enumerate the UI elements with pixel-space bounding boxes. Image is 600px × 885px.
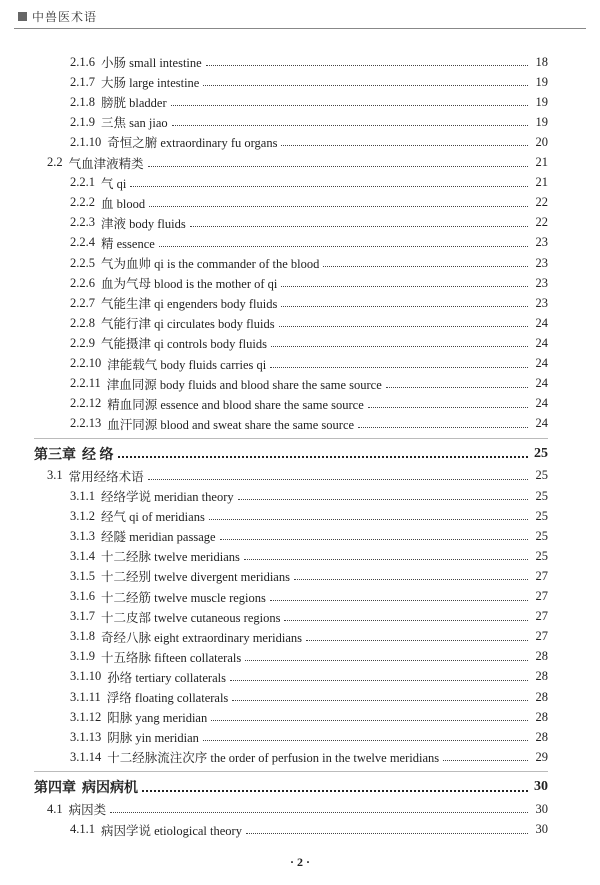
toc-entry-label: 奇经八脉 eight extraordinary meridians (101, 630, 302, 645)
toc-entry-number: 第四章 (34, 781, 76, 797)
toc-subsection-entry[interactable] (0, 747, 548, 767)
toc-entry-label: 病因类 (68, 803, 107, 818)
toc-entry-number: 2.2.13 (70, 416, 102, 431)
toc-entry-number: 3.1.4 (70, 548, 95, 563)
toc-entry-number: 4.1 (47, 801, 63, 816)
toc-entry-number: 2.2.6 (70, 275, 95, 290)
toc-entry-label: 十二经脉 twelve meridians (101, 550, 240, 565)
toc-entry-page: 23 (535, 255, 548, 270)
toc-subsection-entry[interactable] (0, 667, 548, 687)
toc-entry-page: 23 (535, 235, 548, 250)
toc-entry-page: 30 (535, 822, 548, 836)
toc-subsection-entry[interactable] (0, 820, 548, 840)
toc-entry-label: 经气 qi of meridians (101, 510, 205, 525)
toc-entry-page: 27 (535, 568, 548, 583)
toc-entry-number: 2.2.1 (70, 175, 95, 190)
toc-entry-page: 25 (534, 445, 548, 461)
toc-entry-number: 2.1.7 (70, 74, 95, 89)
toc-dot-leader (220, 538, 528, 540)
toc-entry-number: 2.2.7 (70, 295, 95, 310)
toc-entry-number: 4.1.1 (70, 822, 95, 836)
chapter-divider (34, 771, 548, 773)
toc-entry-number: 3.1 (47, 468, 63, 483)
toc-subsection-entry[interactable] (0, 526, 548, 546)
page-number: · 2 · (289, 855, 310, 869)
toc-entry-page: 24 (535, 315, 548, 330)
toc-entry-page: 21 (535, 175, 548, 190)
toc-entry-number: 2.1.9 (70, 114, 95, 129)
toc-subsection-entry[interactable] (0, 506, 548, 526)
toc-entry-number: 3.1.5 (70, 568, 95, 583)
toc-entry-page: 25 (535, 488, 548, 503)
toc-dot-leader (279, 325, 528, 327)
toc-dot-leader (118, 455, 529, 458)
toc-entry-label: 孙络 tertiary collaterals (107, 670, 226, 685)
toc-entry-page: 24 (535, 376, 548, 391)
toc-dot-leader (443, 759, 528, 761)
toc-entry-number: 2.2.11 (70, 376, 101, 391)
toc-entry-page: 28 (535, 689, 548, 704)
toc-entry-label: 奇恒之腑 extraordinary fu organs (107, 136, 278, 151)
toc-entry-label: 血为气母 blood is the mother of qi (101, 277, 278, 292)
toc-entry-label: 十二皮部 twelve cutaneous regions (101, 610, 281, 625)
toc-entry-page: 24 (535, 335, 548, 350)
toc-entry-number: 2.2.3 (70, 215, 95, 230)
toc-entry-label: 气能生津 qi engenders body fluids (101, 297, 278, 312)
toc-dot-leader (209, 518, 528, 520)
toc-entry-page: 28 (535, 649, 548, 664)
toc-subsection-entry[interactable] (0, 486, 548, 506)
toc-entry-number: 3.1.14 (70, 749, 102, 764)
toc-entry-number: 3.1.6 (70, 589, 95, 603)
toc-entry-label: 病因病机 (82, 781, 138, 797)
toc-entry-number: 3.1.8 (70, 629, 95, 644)
toc-entry-page: 30 (534, 779, 548, 795)
header-title: 中兽医术语 (32, 10, 98, 24)
toc-subsection-entry[interactable] (0, 566, 548, 586)
toc-entry-number: 2.2.2 (70, 195, 95, 210)
toc-entry-label: 气能行津 qi circulates body fluids (101, 317, 275, 332)
toc-dot-leader (206, 64, 528, 66)
toc-section-entry[interactable] (0, 153, 548, 173)
toc-entry-number: 2.2.5 (70, 255, 95, 270)
toc-dot-leader (358, 426, 528, 428)
toc-section-entry[interactable] (0, 799, 548, 819)
toc-dot-leader (149, 205, 528, 207)
toc-entry-number: 3.1.3 (70, 528, 95, 543)
toc-entry-page: 25 (535, 548, 548, 563)
toc-subsection-entry[interactable] (0, 607, 548, 627)
toc-entry-label: 气 qi (101, 176, 127, 191)
toc-entry-label: 十五络脉 fifteen collaterals (101, 650, 242, 665)
toc-entry-number: 2.2.9 (70, 335, 95, 350)
toc-dot-leader (306, 639, 528, 641)
toc-entry-label: 小肠 small intestine (101, 56, 202, 70)
toc-dot-leader (270, 366, 528, 368)
toc-dot-leader (238, 498, 528, 500)
toc-dot-leader (203, 84, 528, 86)
toc-entry-page: 20 (535, 134, 548, 149)
toc-entry-label: 血汗同源 blood and sweat share the same source (107, 417, 355, 432)
toc-entry-number: 3.1.7 (70, 609, 95, 624)
toc-subsection-entry[interactable] (0, 727, 548, 747)
toc-chapter-entry[interactable] (0, 777, 548, 797)
toc-subsection-entry[interactable] (0, 92, 548, 112)
toc-dot-leader (211, 719, 528, 721)
toc-subsection-entry[interactable] (0, 293, 548, 313)
toc-entry-number: 2.2.8 (70, 315, 95, 330)
toc-dot-leader (148, 165, 528, 167)
toc-subsection-entry[interactable] (0, 374, 548, 394)
toc-entry-page: 28 (535, 709, 548, 724)
toc-entry-label: 浮络 floating collaterals (106, 691, 229, 705)
toc-subsection-entry[interactable] (0, 132, 548, 152)
toc-entry-label: 经络学说 meridian theory (101, 490, 234, 504)
toc-entry-number: 3.1.13 (70, 729, 102, 744)
toc-dot-leader (386, 386, 528, 388)
toc-entry-number: 3.1.12 (70, 709, 102, 724)
toc-dot-leader (110, 811, 528, 813)
toc-entry-number: 第三章 (34, 447, 76, 463)
toc-chapter-entry[interactable] (0, 444, 548, 464)
toc-dot-leader (270, 599, 528, 601)
toc-subsection-entry[interactable] (0, 253, 548, 273)
toc-subsection-entry[interactable] (0, 313, 548, 333)
toc-entry-label: 津能载气 body fluids carries qi (107, 357, 267, 372)
toc-subsection-entry[interactable] (0, 414, 548, 434)
toc-subsection-entry[interactable] (0, 647, 548, 667)
toc-entry-number: 3.1.9 (70, 649, 95, 664)
toc-entry-page: 22 (535, 215, 548, 230)
toc-entry-number: 3.1.10 (70, 669, 102, 684)
toc-subsection-entry[interactable] (0, 394, 548, 414)
toc-entry-label: 十二经脉流注次序 the order of perfusion in the twelve meridians (107, 751, 440, 766)
toc-entry-label: 经隧 meridian passage (101, 530, 216, 545)
toc-entry-label: 津液 body fluids (101, 216, 186, 231)
toc-entry-label: 气血津液精类 (68, 156, 144, 171)
toc-entry-page: 27 (535, 609, 548, 624)
toc-subsection-entry[interactable] (0, 52, 548, 72)
toc-entry-label: 十二经筋 twelve muscle regions (101, 590, 266, 605)
toc-entry-label: 常用经络术语 (68, 469, 144, 484)
toc-entry-label: 病因学说 etiological theory (101, 823, 242, 838)
toc-entry-number: 2.1.6 (70, 54, 95, 69)
toc-dot-leader (230, 679, 528, 681)
toc-dot-leader (171, 104, 528, 106)
toc-entry-page: 24 (535, 416, 548, 431)
toc-entry-label: 精血同源 essence and blood share the same source (107, 397, 364, 412)
toc-dot-leader (232, 699, 528, 701)
toc-entry-label: 血 blood (101, 196, 146, 211)
toc-entry-page: 25 (535, 508, 548, 523)
toc-dot-leader (148, 478, 528, 480)
toc-subsection-entry[interactable] (0, 546, 548, 566)
toc-entry-label: 十二经别 twelve divergent meridians (101, 570, 290, 585)
toc-entry-number: 2.2.4 (70, 235, 95, 250)
toc-entry-number: 3.1.11 (70, 689, 101, 704)
toc-entry-label: 精 essence (101, 236, 155, 251)
toc-dot-leader (190, 225, 528, 227)
toc-subsection-entry[interactable] (0, 627, 548, 647)
toc-entry-page: 28 (535, 669, 548, 684)
toc-subsection-entry[interactable] (0, 587, 548, 607)
toc-subsection-entry[interactable] (0, 213, 548, 233)
toc-section-entry[interactable] (0, 466, 548, 486)
toc-dot-leader (130, 185, 528, 187)
toc-entry-number: 2.1.10 (70, 134, 102, 149)
toc-entry-page: 29 (535, 749, 548, 764)
toc-entry-page: 24 (535, 356, 548, 370)
toc-entry-page: 23 (535, 295, 548, 310)
toc-entry-page: 30 (535, 801, 548, 816)
toc-dot-leader (142, 789, 528, 792)
toc-entry-page: 21 (535, 155, 548, 169)
toc-dot-leader (271, 345, 528, 347)
toc-subsection-entry[interactable] (0, 354, 548, 374)
toc-entry-page: 25 (535, 528, 548, 543)
toc-entry-label: 阴脉 yin meridian (107, 731, 199, 746)
toc-subsection-entry[interactable] (0, 72, 548, 92)
toc-dot-leader (323, 265, 528, 267)
toc-entry-label: 经 络 (82, 447, 114, 463)
toc-entry-page: 27 (535, 589, 548, 603)
toc-subsection-entry[interactable] (0, 233, 548, 253)
toc-entry-number: 2.1.8 (70, 94, 95, 109)
toc-entry-label: 膀胱 bladder (101, 96, 167, 111)
toc-subsection-entry[interactable] (0, 193, 548, 213)
toc-entry-page: 19 (535, 114, 548, 129)
toc-dot-leader (159, 245, 528, 247)
toc-dot-leader (281, 305, 528, 307)
toc-entry-label: 三焦 san jiao (101, 116, 168, 131)
toc-dot-leader (368, 406, 528, 408)
toc-entry-page: 18 (535, 54, 548, 69)
toc-dot-leader (203, 739, 528, 741)
toc-entry-page: 19 (535, 94, 548, 109)
toc-entry-page: 27 (535, 629, 548, 644)
toc-entry-number: 3.1.1 (70, 488, 95, 503)
toc-entry-number: 2.2.12 (70, 396, 102, 411)
toc-subsection-entry[interactable] (0, 173, 548, 193)
toc-entry-page: 22 (535, 195, 548, 210)
toc-entry-label: 气为血帅 qi is the commander of the blood (101, 257, 320, 271)
toc-entry-page: 23 (535, 275, 548, 290)
toc-entry-number: 3.1.2 (70, 508, 95, 523)
toc-entry-label: 阳脉 yang meridian (107, 711, 208, 726)
toc-entry-label: 气能摄津 qi controls body fluids (101, 337, 267, 352)
toc-dot-leader (245, 659, 528, 661)
toc-entry-page: 24 (535, 396, 548, 411)
toc-entry-page: 28 (535, 729, 548, 744)
toc-dot-leader (281, 285, 528, 287)
toc-subsection-entry[interactable] (0, 273, 548, 293)
toc-entry-page: 25 (535, 468, 548, 483)
toc-entry-label: 津血同源 body fluids and blood share the same source (106, 377, 382, 392)
toc-dot-leader (244, 558, 528, 560)
toc-dot-leader (284, 619, 528, 621)
toc-subsection-entry[interactable] (0, 333, 548, 353)
toc-entry-number: 2.2 (47, 155, 63, 169)
toc-entry-number: 2.2.10 (70, 356, 102, 370)
toc-subsection-entry[interactable] (0, 707, 548, 727)
toc-subsection-entry[interactable] (0, 112, 548, 132)
toc-dot-leader (246, 832, 528, 834)
toc-entry-label: 大肠 large intestine (101, 76, 200, 91)
toc-dot-leader (294, 578, 528, 580)
chapter-divider (34, 438, 548, 440)
toc-subsection-entry[interactable] (0, 687, 548, 707)
toc-entry-page: 19 (535, 74, 548, 89)
toc-dot-leader (281, 144, 528, 146)
toc-dot-leader (172, 124, 528, 126)
